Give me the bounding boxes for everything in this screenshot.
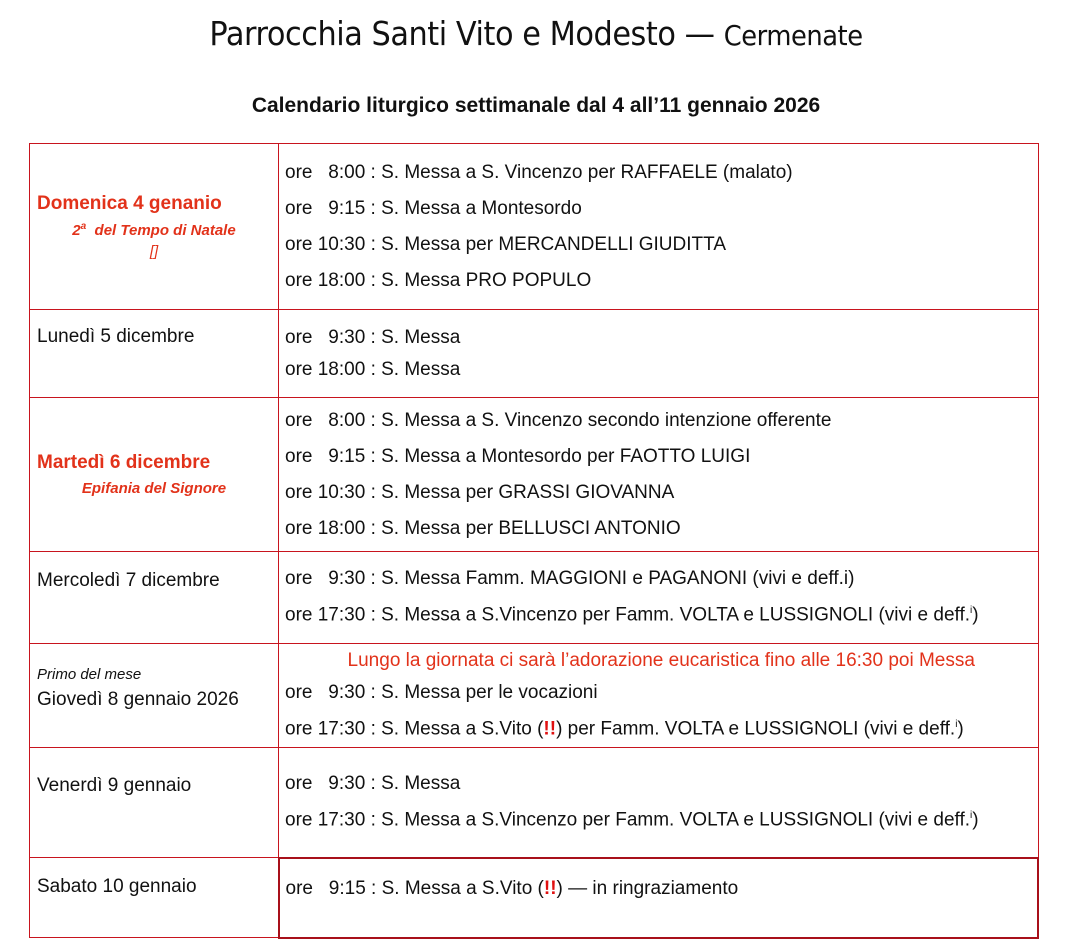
calendar-subtitle: Calendario liturgico settimanale dal 4 all’11 gennaio 2026 — [251, 94, 821, 117]
day-label: Venerdì 9 gennaio — [37, 774, 192, 796]
day-row-mercoledi — [30, 552, 1039, 644]
day-cell — [30, 144, 279, 310]
adoration-notice: Lungo la giornata ci sarà l’adorazione eucaristica fino alle 16:30 poi Messa — [347, 650, 975, 672]
day-label: Mercoledì 7 dicembre — [37, 569, 220, 591]
day-label: Lunedì 5 dicembre — [37, 325, 195, 347]
mass-entry: ore 17:30 : S. Messa a S.Vincenzo per Famm. VOLTA e LUSSIGNOLI (vivi e deff.$^i$) — [285, 604, 979, 626]
mass-entry: ore 17:30 : S. Messa a S.Vincenzo per Famm. VOLTA e LUSSIGNOLI (vivi e deff.$^i$) — [285, 809, 979, 831]
mass-entry: ore 9:30 : S. Messa Famm. MAGGIONI e PAGANONI (vivi e deff.i) — [285, 568, 855, 590]
mass-entry: ore 9:30 : S. Messa — [285, 326, 461, 348]
parish-place: Cermenate — [723, 19, 863, 52]
mass-entry: ore 10:30 : S. Messa per GRASSI GIOVANNA — [285, 481, 675, 503]
mass-entry: ore 18:00 : S. Messa per BELLUSCI ANTONIO — [285, 517, 681, 539]
day-row-giovedi — [30, 644, 1039, 748]
title-separator: — — [675, 14, 724, 53]
emphasis-mark: !! — [543, 877, 557, 899]
mass-entry: ore 9:15 : S. Messa a Montesordo per FAOTTO LUIGI — [285, 445, 751, 467]
masses-cell — [279, 144, 1039, 310]
masses-cell — [279, 552, 1039, 644]
mass-entry: ore 9:30 : S. Messa per le vocazioni — [285, 682, 598, 704]
day-cell — [30, 644, 279, 748]
day-cell — [30, 310, 279, 398]
day-row-martedi — [30, 398, 1039, 552]
day-cell — [30, 398, 279, 552]
mass-entry: ore 9:30 : S. Messa — [285, 773, 461, 795]
day-row-venerdi — [30, 748, 1039, 858]
mass-entry: ore 8:00 : S. Messa a S. Vincenzo secondo intenzione offerente — [285, 409, 832, 431]
masses-cell — [279, 398, 1039, 552]
parish-name: Parrocchia Santi Vito e Modesto — [209, 14, 676, 53]
mass-entry: ore 17:30 : S. Messa a S.Vito (!!) per Famm. VOLTA e LUSSIGNOLI (vivi e deff.$^i$) — [285, 718, 964, 740]
day-cell — [30, 858, 279, 938]
mass-entry: ore 10:30 : S. Messa per MERCANDELLI GIUDITTA — [285, 233, 727, 255]
feast-subtitle: Epifania del Signore — [81, 480, 227, 497]
feast-subtitle: 2$^a$ del Tempo di Natale — [72, 221, 236, 239]
masses-cell — [279, 858, 1039, 938]
masses-cell — [279, 310, 1039, 398]
day-label: Giovedì 8 gennaio 2026 — [37, 689, 239, 710]
day-label: Sabato 10 gennaio — [37, 876, 197, 897]
day-label: Martedì 6 dicembre — [37, 452, 211, 473]
day-cell — [30, 748, 279, 858]
parish-title — [43, 14, 1029, 53]
mass-entry: ore 8:00 : S. Messa a S. Vincenzo per RAFFAELE (malato) — [285, 161, 793, 183]
masses-cell — [279, 644, 1039, 748]
weekly-calendar-table — [29, 143, 1039, 939]
mass-entry: ore 18:00 : S. Messa — [285, 358, 461, 380]
day-row-domenica — [30, 144, 1039, 310]
feast-mark: [] — [149, 243, 159, 260]
day-row-lunedi — [30, 310, 1039, 398]
first-of-month-note: Primo del mese — [37, 666, 142, 683]
day-row-sabato — [30, 858, 1039, 938]
day-label: Domenica 4 genanio — [37, 193, 222, 214]
mass-entry: ore 9:15 : S. Messa a S.Vito (!!) — in ringraziamento — [285, 877, 739, 899]
mass-entry: ore 9:15 : S. Messa a Montesordo — [285, 197, 582, 219]
emphasis-mark: !! — [543, 718, 557, 740]
masses-cell — [279, 748, 1039, 858]
mass-entry: ore 18:00 : S. Messa PRO POPULO — [285, 269, 592, 291]
day-cell — [30, 552, 279, 644]
